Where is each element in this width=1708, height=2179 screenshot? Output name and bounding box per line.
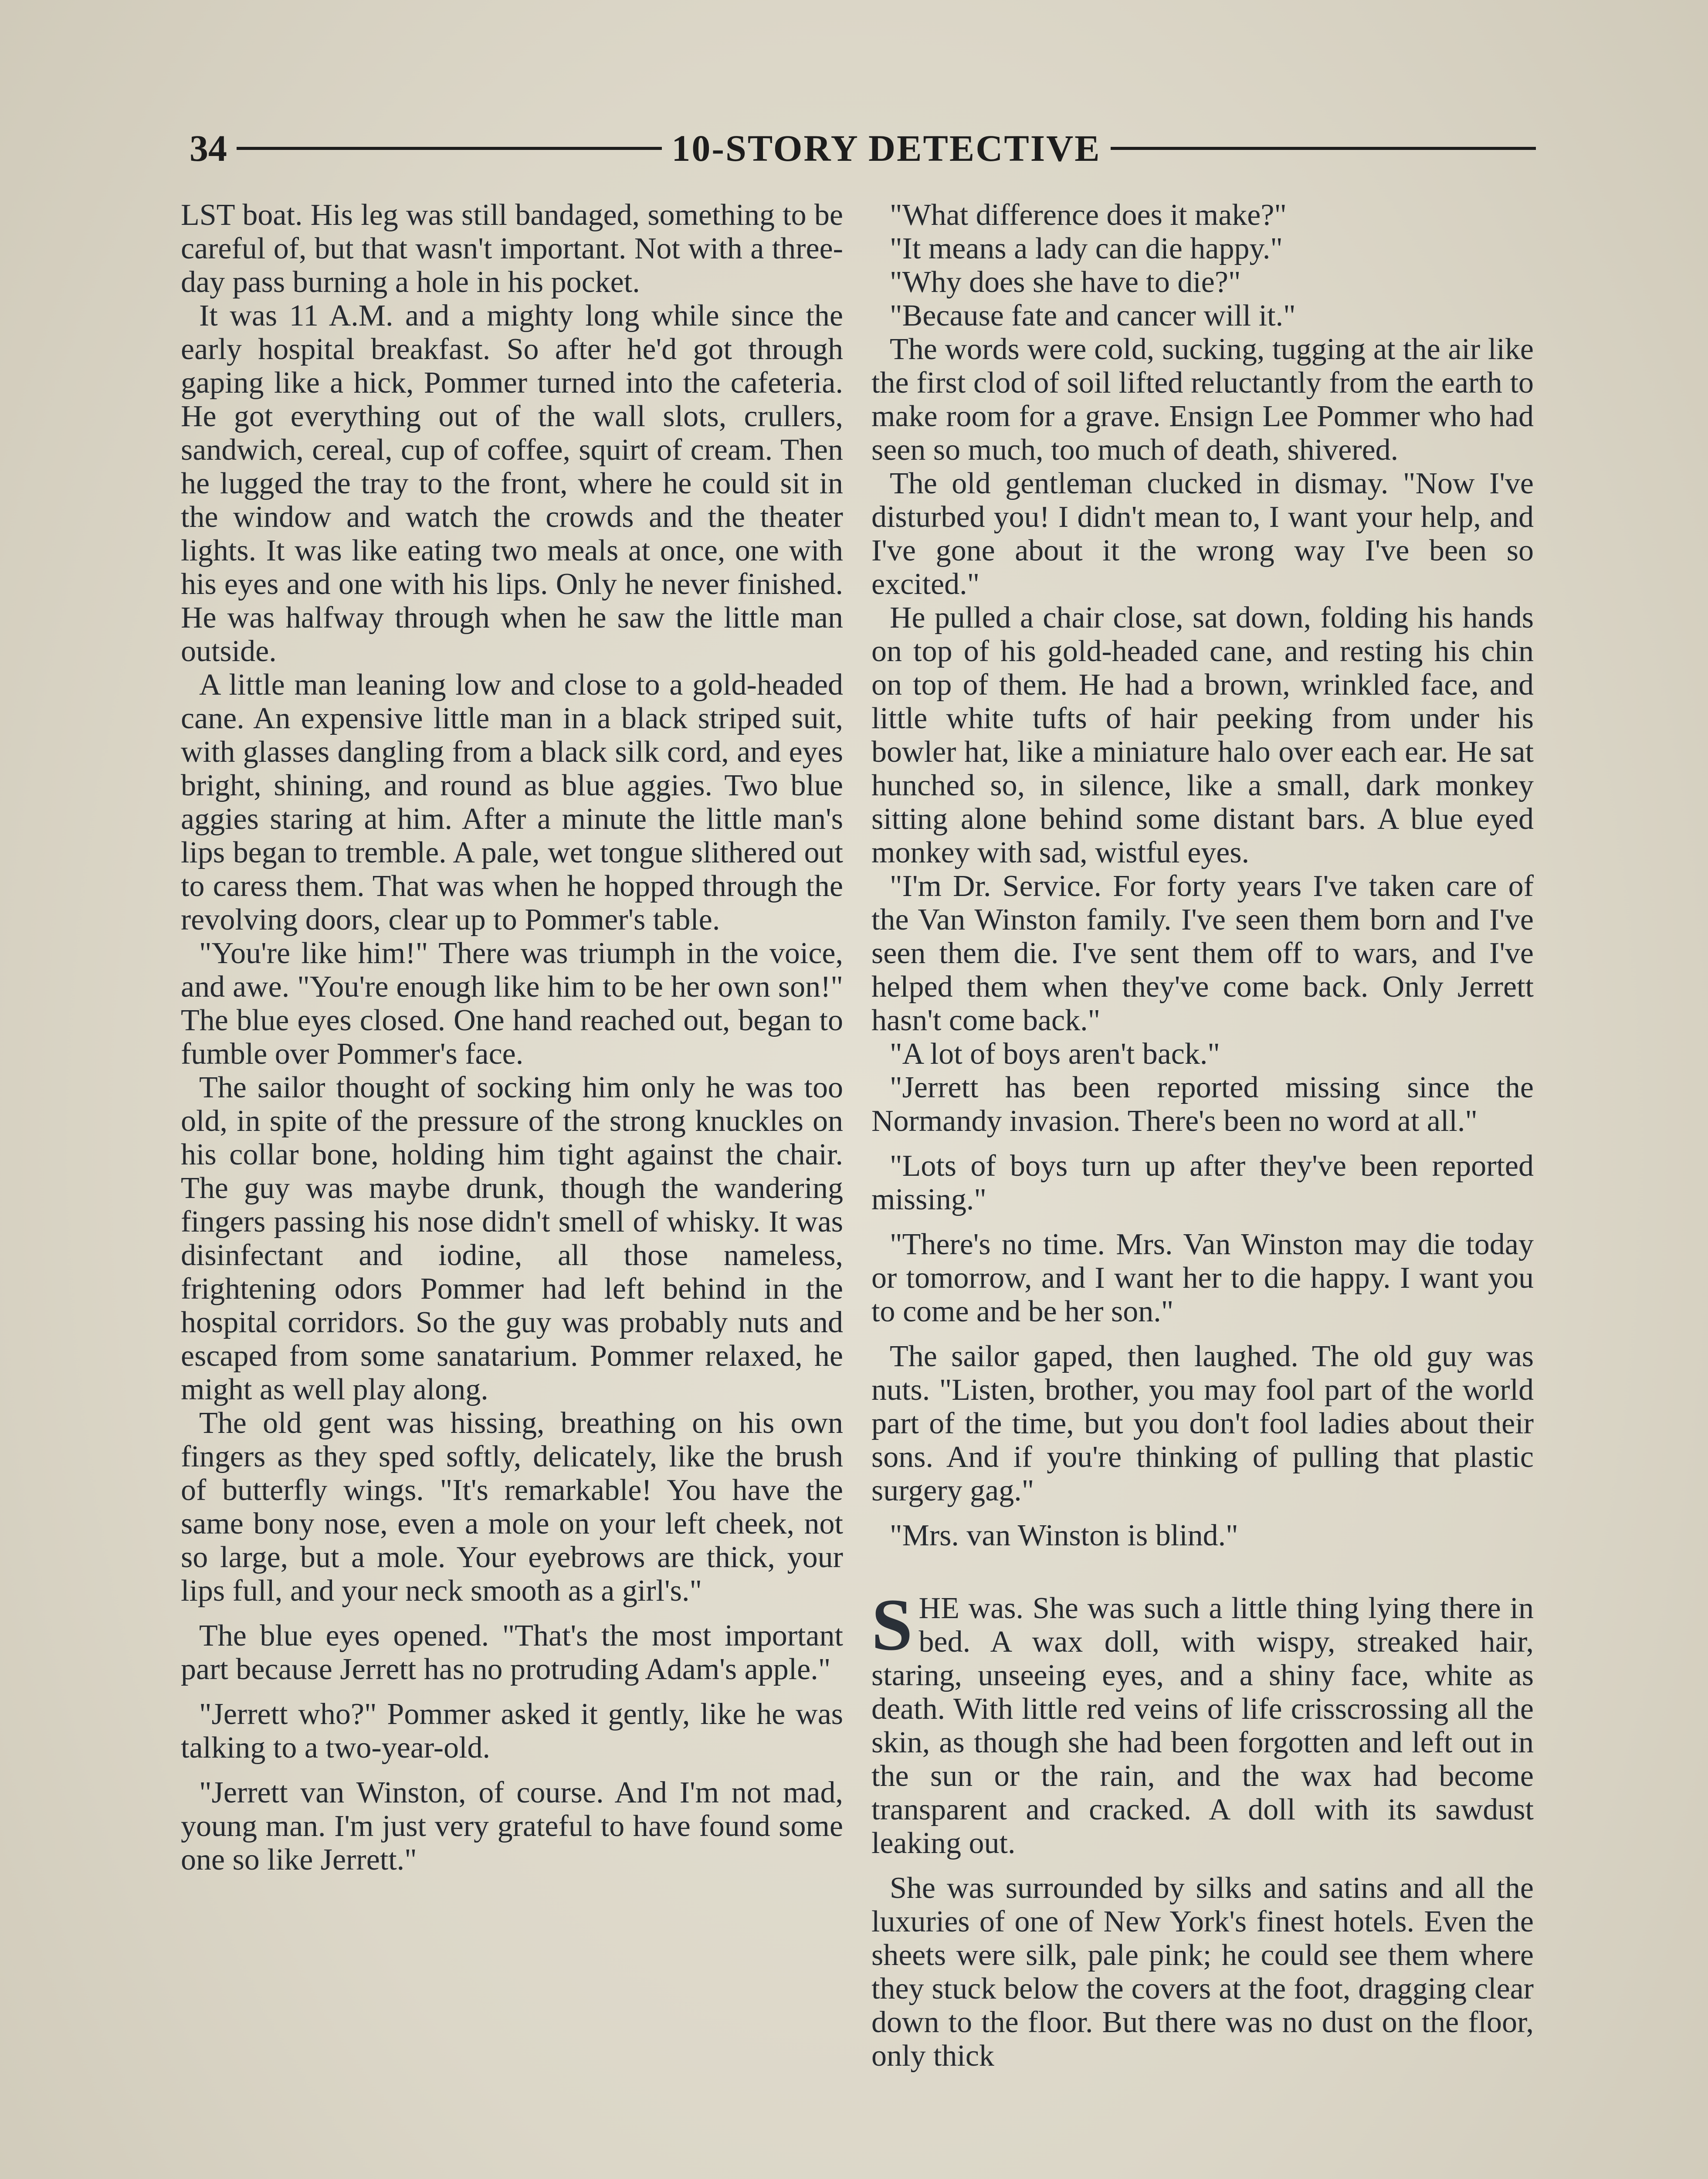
section-opening-paragraph <box>871 1584 1534 1860</box>
magazine-title: 10-STORY DETECTIVE <box>671 127 1101 169</box>
drop-cap: S <box>871 1584 913 1666</box>
paragraph: "Jerrett has been reported missing since the Normandy invasion. There's been no word at all." <box>871 1071 1534 1138</box>
paragraph: "Why does she have to die?" <box>890 265 1241 299</box>
header-rule-right <box>1111 147 1536 150</box>
paragraph: It was 11 A.M. and a mighty long while since the early hospital breakfast. So after he'd got through gaping like a hick, Pommer turned into the cafeteria. He got everything out of the wall slots, crullers, sandwich, cereal, cup of coffee, squirt of cream. Then he lugged the tray to the front, where he could sit in the window and watch the crowds and the theater lights. It was like eating two meals at once, one with his eyes and one with his lips. Only he never finished. He was halfway through when he saw the little man outside. <box>181 299 843 668</box>
page-number: 34 <box>190 127 227 169</box>
paragraph: The sailor gaped, then laughed. The old guy was nuts. "Listen, brother, you may fool part of the world part of the time, but you don't fool ladies about their sons. And if you're thinking of pulling that plastic surgery gag." <box>871 1340 1534 1507</box>
paragraph: "There's no time. Mrs. Van Winston may die today or tomorrow, and I want her to die happy. I want you to come and be her son." <box>871 1228 1534 1328</box>
right-column <box>871 198 1534 2179</box>
paragraph: "You're like him!" There was triumph in the voice, and awe. "You're enough like him to be her own son!" The blue eyes closed. One hand reached out, began to fumble over Pommer's face. <box>181 937 843 1071</box>
paragraph: "Jerrett van Winston, of course. And I'm not mad, young man. I'm just very grateful to have found some one so like Jerrett." <box>181 1776 843 1877</box>
left-column <box>181 198 843 2179</box>
page-header <box>190 124 1536 172</box>
paragraph: The old gentleman clucked in dismay. "Now I've disturbed you! I didn't mean to, I want your help, and I've gone about it the wrong way I've been so excited." <box>871 467 1534 601</box>
paragraph: The words were cold, sucking, tugging at the air like the first clod of soil lifted reluctantly from the earth to make room for a grave. Ensign Lee Pommer who had seen so much, too much of death, shivered. <box>871 333 1534 467</box>
paragraph: "Lots of boys turn up after they've been reported missing." <box>871 1149 1534 1216</box>
paragraph: "Mrs. van Winston is blind." <box>890 1519 1238 1552</box>
paragraph: The blue eyes opened. "That's the most important part because Jerrett has no protruding Adam's apple." <box>181 1619 843 1686</box>
paragraph: The sailor thought of socking him only he was too old, in spite of the pressure of the strong knuckles on his collar bone, holding him tight against the chair. The guy was maybe drunk, though the wandering fingers passing his nose didn't smell of whisky. It was disinfectant and iodine, all those nameless, frightening odors Pommer had left behind in the hospital corridors. So the guy was probably nuts and escaped from some sanatarium. Pommer relaxed, he might as well play along. <box>181 1071 843 1406</box>
paragraph: "A lot of boys aren't back." <box>890 1037 1220 1071</box>
paragraph: She was surrounded by silks and satins and all the luxuries of one of New York's finest hotels. Even the sheets were silk, pale pink; he could see them where they stuck below the covers at the foot, dragging clear down to the floor. But there was no dust on the floor, only thick <box>871 1871 1534 2073</box>
paragraph: A little man leaning low and close to a gold-headed cane. An expensive little man in a black striped suit, with glasses dangling from a black silk cord, and eyes bright, shining, and round as blue aggies. Two blue aggies staring at him. After a minute the little man's lips began to tremble. A pale, wet tongue slithered out to caress them. That was when he hopped through the revolving doors, clear up to Pommer's table. <box>181 668 843 937</box>
paragraph: "What difference does it make?" <box>890 198 1287 232</box>
paragraph: The old gent was hissing, breathing on his own fingers as they sped softly, delicately, like the brush of butterfly wings. "It's remarkable! You have the same bony nose, even a mole on your left cheek, not so large, but a mole. Your eyebrows are thick, your lips full, and your neck smooth as a girl's." <box>181 1406 843 1608</box>
paragraph: "Jerrett who?" Pommer asked it gently, like he was talking to a two-year-old. <box>181 1697 843 1765</box>
paragraph: "Because fate and cancer will it." <box>890 299 1296 333</box>
paragraph: "It means a lady can die happy." <box>890 232 1283 265</box>
header-rule-left <box>237 147 662 150</box>
paragraph: He pulled a chair close, sat down, folding his hands on top of his gold-headed cane, and resting his chin on top of them. He had a brown, wrinkled face, and little white tufts of hair peeking from under his bowler hat, like a miniature halo over each ear. He sat hunched so, in silence, like a small, dark monkey sitting alone behind some distant bars. A blue eyed monkey with sad, wistful eyes. <box>871 601 1534 869</box>
paragraph: "I'm Dr. Service. For forty years I've taken care of the Van Winston family. I've seen them born and I've seen them die. I've sent them off to wars, and I've helped them when they've come back. Only Jerrett hasn't come back." <box>871 869 1534 1037</box>
paragraph: LST boat. His leg was still bandaged, something to be careful of, but that wasn't important. Not with a three-day pass burning a hole in his pocket. <box>181 198 843 299</box>
section-opening-text: HE was. She was such a little thing lying there in bed. A wax doll, with wispy, streaked hair, staring, unseeing eyes, and a shiny face, white as death. With little red veins of life crisscrossing all the skin, as though she had been forgotten and left out in the sun or the rain, and the wax had become transparent and cracked. A doll with its sawdust leaking out. <box>871 1592 1534 1860</box>
